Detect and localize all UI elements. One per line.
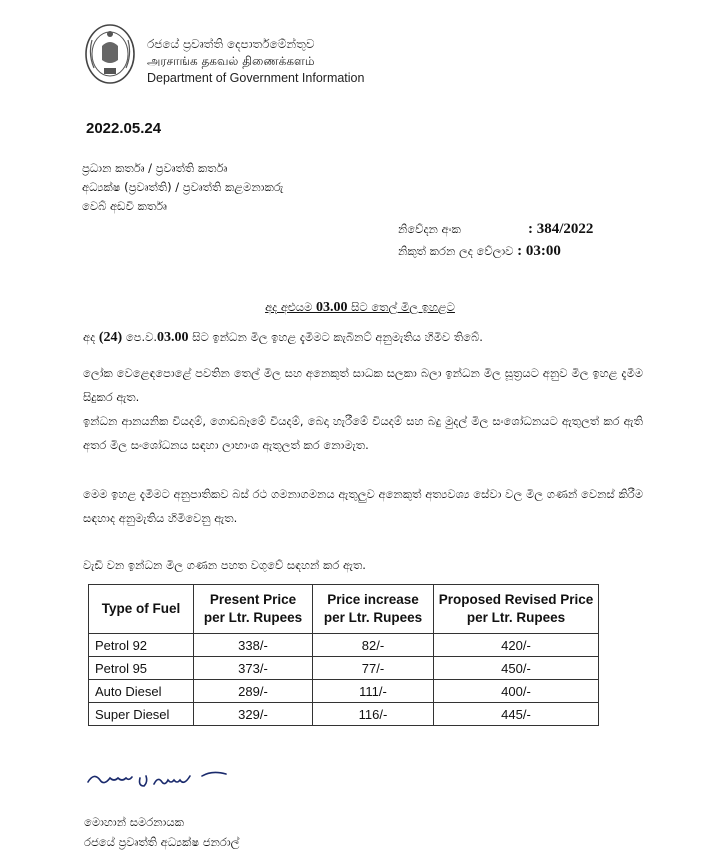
table-row — [89, 680, 599, 703]
signatory — [84, 812, 239, 852]
fuel-type-cell: Super Diesel — [89, 703, 194, 726]
revised-price-cell: 420/- — [434, 634, 599, 657]
present-price-cell: 329/- — [194, 703, 313, 726]
recipient-line: අධ්‍යක්ෂ (ප්‍රවෘත්ති) / ප්‍රවෘත්ති කළමනාකරු — [82, 180, 284, 194]
revised-price-cell: 400/- — [434, 680, 599, 703]
col-header-present-price: Present Price per Ltr. Rupees — [194, 585, 313, 634]
fuel-type-cell: Petrol 92 — [89, 634, 194, 657]
release-no-label: නිවේදන අංක — [398, 222, 461, 236]
price-increase-cell: 111/- — [313, 680, 434, 703]
revised-price-cell: 450/- — [434, 657, 599, 680]
fuel-type-cell: Petrol 95 — [89, 657, 194, 680]
table-header-row — [89, 585, 599, 634]
p1-mid: පෙ.ව. — [122, 330, 158, 344]
release-no: : 384/2022 — [528, 221, 594, 237]
p1-date: (24) — [98, 330, 123, 345]
recipient-line: ප්‍රධාන කර්තෘ / ප්‍රවෘත්ති කර්තෘ — [82, 161, 228, 175]
dept-name-english: Department of Government Information — [147, 71, 365, 85]
present-price-cell: 373/- — [194, 657, 313, 680]
signatory-title: රජයේ ප්‍රවෘත්ති අධ්‍යක්ෂ ජනරාල් — [84, 835, 240, 849]
price-increase-cell: 116/- — [313, 703, 434, 726]
dept-name-sinhala: රජයේ ප්‍රවෘත්ති දෙපාර්තමේන්තුව — [147, 37, 315, 51]
paragraph-4: මෙම ඉහළ දැමීමට අනුපාතිකව බස් රථ ගමනාගමනය ඇතුලුව අනෙකුත් අත්‍යවශ්‍ය සේවා වල මිල ගණන් වෙනස් කිරීම සඳහාද අනුමැතිය හිමිවෙනු ඇත. — [83, 487, 643, 525]
present-price-cell: 289/- — [194, 680, 313, 703]
signatory-name: මොහාන් සමරනායක — [84, 815, 184, 829]
table-intro: වැඩි වන ඉන්ධන මිල ගණන පහත වගුවේ සඳහන් කර ඇත. — [83, 558, 366, 572]
col-header-fuel-type: Type of Fuel — [89, 585, 194, 634]
dept-name-tamil: அரசாங்க தகவல் திணைக்களம் — [147, 54, 315, 68]
state-emblem-icon — [82, 20, 138, 88]
table-row — [89, 634, 599, 657]
heading-time: 03.00 — [315, 300, 348, 315]
p1-prefix: අද — [83, 330, 99, 344]
release-date: 2022.05.24 — [86, 120, 162, 137]
release-reference — [398, 218, 593, 262]
table-row — [89, 657, 599, 680]
fuel-price-table — [88, 584, 599, 726]
heading-prefix: අද අළුයම — [265, 300, 316, 314]
paragraph-2: ලෝක වෙළෙඳපොළේ පවතින තෙල් මිල සහ අනෙකුත් සාධක සලකා බලා ඉන්ධන මිල සූත්‍රයට අනුව මිල ඉහළ දැමීම සිදුකර ඇත. — [83, 366, 643, 404]
price-increase-cell: 77/- — [313, 657, 434, 680]
paragraph-1 — [83, 325, 643, 350]
present-price-cell: 338/- — [194, 634, 313, 657]
handwritten-signature — [84, 768, 244, 808]
heading-suffix: සිට තෙල් මිල ඉහළට — [347, 300, 455, 314]
p1-time: 03.00 — [157, 330, 189, 345]
department-header — [147, 36, 364, 87]
price-increase-cell: 82/- — [313, 634, 434, 657]
release-time: : 03:00 — [517, 243, 561, 259]
recipients — [82, 159, 283, 216]
fuel-type-cell: Auto Diesel — [89, 680, 194, 703]
col-header-price-increase: Price increase per Ltr. Rupees — [313, 585, 434, 634]
paragraph-3: ඉන්ධන ආනයනික වියදම්, ගොඩබෑමේ වියදම්, බෙදා හැරීමේ වියදම් සහ බදු මුදල් මිල සංශෝධනයට ඇතුලත් කර ඇති අතර මිල සංශෝධනය සඳහා ලාභාංශ ඇතුලත් කර නොමැත. — [83, 414, 643, 452]
release-time-label: නිකුත් කරන ලද වේලාව — [398, 244, 514, 258]
col-header-revised-price: Proposed Revised Price per Ltr. Rupees — [434, 585, 599, 634]
revised-price-cell: 445/- — [434, 703, 599, 726]
p1-suffix: සිට ඉන්ධන මිල ඉහළ දැමීමට කැබිනට් අනුමැතිය හිමිව තිබේ. — [188, 330, 483, 344]
recipient-line: වෙබ් අඩවි කර්තෘ — [82, 199, 167, 213]
table-row — [89, 703, 599, 726]
news-heading — [0, 300, 720, 316]
